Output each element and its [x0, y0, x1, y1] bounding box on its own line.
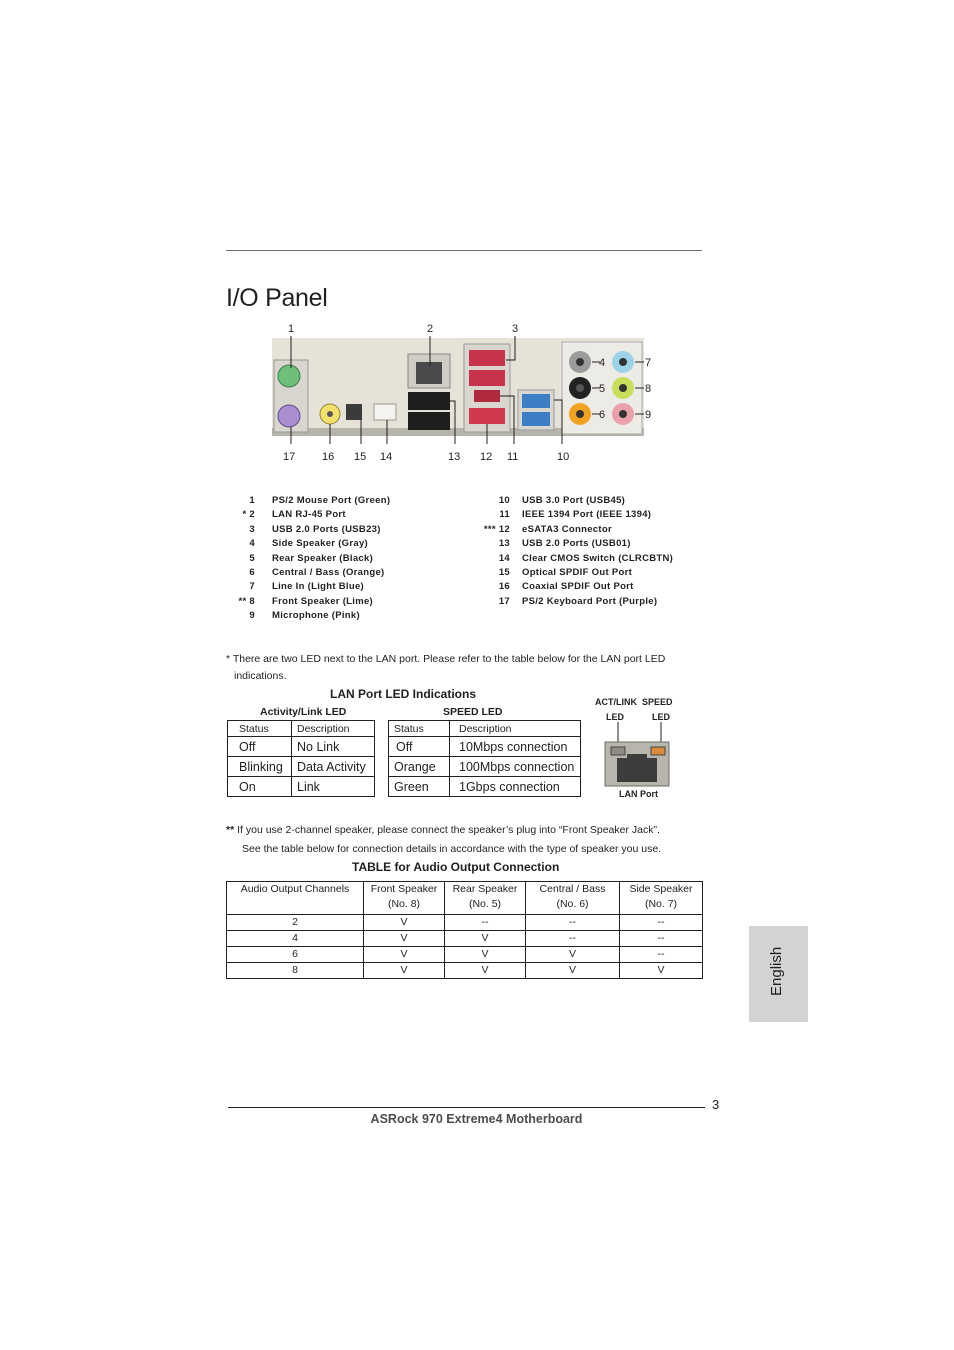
- callout-10: 10: [557, 451, 570, 463]
- cell-description: 100Mbps connection: [450, 757, 581, 777]
- table-header-row: [227, 882, 703, 915]
- callout-7: 7: [645, 357, 652, 369]
- legend-item-label: Clear CMOS Switch (CLRCBTN): [522, 552, 674, 564]
- callout-5: 5: [599, 383, 606, 395]
- header-channels: Audio Output Channels: [227, 882, 364, 915]
- callout-6: 6: [599, 409, 606, 421]
- lan-note-line2: indications.: [234, 670, 287, 682]
- cell-description: Data Activity: [292, 757, 375, 777]
- legend-item-label: Microphone (Pink): [272, 610, 360, 622]
- callout-13: 13: [448, 451, 461, 463]
- table-row: [227, 947, 703, 963]
- legend-item-number: 10: [498, 495, 510, 506]
- usb01-upper: [469, 350, 505, 366]
- legend-item-number: 15: [498, 567, 510, 578]
- cell-front: V: [364, 947, 445, 963]
- table-row: [228, 777, 375, 797]
- cell-front: V: [364, 931, 445, 947]
- header-status: Status: [389, 721, 450, 737]
- speaker-note-line2: See the table below for connection details in accordance with the type of speaker you use.: [242, 843, 662, 855]
- legend-item-number: 5: [249, 552, 255, 564]
- cell-status: Green: [389, 777, 450, 797]
- speaker-note: [226, 822, 726, 858]
- legend-item-label: Rear Speaker (Black): [272, 552, 374, 564]
- callout-11: 11: [507, 451, 519, 463]
- act-link-label: ACT/LINK: [595, 697, 637, 707]
- table-header-row: [389, 721, 581, 737]
- legend-item-number: *** 12: [483, 523, 510, 535]
- io-panel-diagram: [226, 318, 702, 468]
- cell-side: --: [620, 915, 703, 931]
- legend-item-number: 16: [498, 581, 510, 593]
- act-link-led: [611, 747, 625, 755]
- header-front-speaker: Front Speaker (No. 8): [364, 882, 445, 915]
- legend-item-number: 6: [249, 567, 255, 578]
- cell-status: Blinking: [228, 757, 292, 777]
- page-title: I/O Panel: [226, 284, 328, 312]
- cell-description: 10Mbps connection: [450, 737, 581, 757]
- table-row: [227, 963, 703, 979]
- act-led-label: LED: [606, 712, 624, 722]
- cell-status: Orange: [389, 757, 450, 777]
- callout-15: 15: [354, 451, 367, 463]
- cell-rear: V: [445, 931, 526, 947]
- cell-status: Off: [228, 737, 292, 757]
- activity-led-table: [227, 720, 375, 797]
- legend-item-number: 13: [498, 538, 510, 550]
- cell-channels: 4: [227, 931, 364, 947]
- ieee1394-port: [474, 390, 500, 402]
- header-rule: [226, 250, 702, 251]
- port-legend: [226, 495, 702, 627]
- callout-12: 12: [480, 451, 493, 463]
- legend-item-label: Central / Bass (Orange): [272, 567, 385, 578]
- usb23-upper: [408, 392, 450, 410]
- legend-item-number: 4: [249, 538, 255, 550]
- table-row: [389, 737, 581, 757]
- callout-8: 8: [645, 383, 652, 395]
- table-row: [389, 757, 581, 777]
- speaker-note-marker: **: [226, 824, 235, 836]
- callout-16: 16: [322, 451, 335, 463]
- audio-table-title: TABLE for Audio Output Connection: [352, 860, 560, 874]
- lan-port-figure: [603, 722, 671, 788]
- legend-item-number: 3: [249, 523, 255, 535]
- legend-item-label: PS/2 Keyboard Port (Purple): [522, 595, 658, 607]
- table-header-row: [228, 721, 375, 737]
- speed-led: [651, 747, 665, 755]
- cell-side: --: [620, 931, 703, 947]
- audio-output-table: [226, 881, 703, 979]
- legend-item-label: Optical SPDIF Out Port: [522, 567, 633, 578]
- legend-item-label: Line In (Light Blue): [272, 581, 365, 593]
- callout-1: 1: [288, 323, 295, 335]
- cell-rear: V: [445, 963, 526, 979]
- page-number: 3: [712, 1097, 720, 1112]
- lan-port-caption: LAN Port: [619, 789, 658, 799]
- lan-led-title: LAN Port LED Indications: [330, 687, 477, 701]
- speed-label: SPEED: [642, 697, 673, 707]
- legend-item-label: eSATA3 Connector: [522, 523, 612, 535]
- legend-item-label: Side Speaker (Gray): [272, 538, 368, 550]
- legend-item-label: PS/2 Mouse Port (Green): [272, 495, 391, 506]
- header-side-speaker: Side Speaker (No. 7): [620, 882, 703, 915]
- cell-front: V: [364, 915, 445, 931]
- language-tab-label: English: [768, 946, 785, 996]
- table-row: [227, 931, 703, 947]
- cell-central: --: [526, 915, 620, 931]
- legend-item-number: ** 8: [238, 595, 255, 607]
- lan-note-line1: * There are two LED next to the LAN port. Please refer to the table below for the LAN port LED: [226, 653, 666, 665]
- callout-17: 17: [283, 451, 296, 463]
- usb23-lower: [408, 412, 450, 430]
- speaker-note-line1: If you use 2-channel speaker, please connect the speaker’s plug into “Front Speaker Jack”.: [237, 824, 660, 836]
- usb3-upper: [522, 394, 550, 408]
- cell-status: Off: [389, 737, 450, 757]
- cell-rear: V: [445, 947, 526, 963]
- legend-item-label: IEEE 1394 Port (IEEE 1394): [522, 509, 652, 521]
- cell-front: V: [364, 963, 445, 979]
- lan-note: [226, 651, 716, 685]
- legend-item-label: USB 2.0 Ports (USB01): [522, 538, 631, 550]
- activity-led-caption: Activity/Link LED: [260, 706, 347, 718]
- table-row: [228, 737, 375, 757]
- legend-item-label: Coaxial SPDIF Out Port: [522, 581, 634, 593]
- cell-rear: --: [445, 915, 526, 931]
- clear-cmos-switch: [374, 404, 396, 420]
- usb01-lower: [469, 370, 505, 386]
- footer-rule: [228, 1107, 705, 1108]
- cell-central: --: [526, 931, 620, 947]
- table-row: [228, 757, 375, 777]
- cell-description: No Link: [292, 737, 375, 757]
- cell-status: On: [228, 777, 292, 797]
- cell-central: V: [526, 963, 620, 979]
- callout-9: 9: [645, 409, 652, 421]
- speed-led-caption: SPEED LED: [443, 706, 503, 718]
- cell-side: --: [620, 947, 703, 963]
- speed-led-label: LED: [652, 712, 670, 722]
- cell-channels: 8: [227, 963, 364, 979]
- table-row: [227, 915, 703, 931]
- optical-spdif-port: [346, 404, 362, 420]
- legend-item-label: USB 3.0 Port (USB45): [522, 495, 626, 506]
- header-rear-speaker: Rear Speaker (No. 5): [445, 882, 526, 915]
- cell-channels: 2: [227, 915, 364, 931]
- lan-figure-label-top: [595, 697, 673, 707]
- speed-led-table: [388, 720, 581, 797]
- legend-item-number: * 2: [242, 509, 255, 521]
- usb3-lower: [522, 412, 550, 426]
- legend-item-number: 7: [249, 581, 255, 593]
- callout-2: 2: [427, 323, 434, 335]
- legend-item-number: 14: [498, 552, 510, 564]
- esata3-connector: [469, 408, 505, 424]
- ps2-mouse-port: [278, 365, 300, 387]
- cell-description: Link: [292, 777, 375, 797]
- cell-channels: 6: [227, 947, 364, 963]
- legend-item-label: LAN RJ-45 Port: [272, 509, 346, 521]
- language-tab: [749, 926, 808, 1022]
- legend-item-label: USB 2.0 Ports (USB23): [272, 523, 381, 535]
- footer-title: ASRock 970 Extreme4 Motherboard: [370, 1112, 583, 1126]
- legend-item-number: 9: [249, 610, 255, 622]
- callout-14: 14: [380, 451, 393, 463]
- header-description: Description: [292, 721, 375, 737]
- cell-central: V: [526, 947, 620, 963]
- cell-side: V: [620, 963, 703, 979]
- table-row: [389, 777, 581, 797]
- callout-3: 3: [512, 323, 519, 335]
- legend-item-number: 11: [499, 509, 510, 521]
- cell-description: 1Gbps connection: [450, 777, 581, 797]
- header-central-bass: Central / Bass (No. 6): [526, 882, 620, 915]
- legend-item-number: 1: [249, 495, 255, 506]
- ps2-keyboard-port: [278, 405, 300, 427]
- legend-item-label: Front Speaker (Lime): [272, 595, 374, 607]
- header-status: Status: [228, 721, 292, 737]
- callout-4: 4: [599, 357, 606, 369]
- header-description: Description: [450, 721, 581, 737]
- legend-item-number: 17: [498, 595, 510, 607]
